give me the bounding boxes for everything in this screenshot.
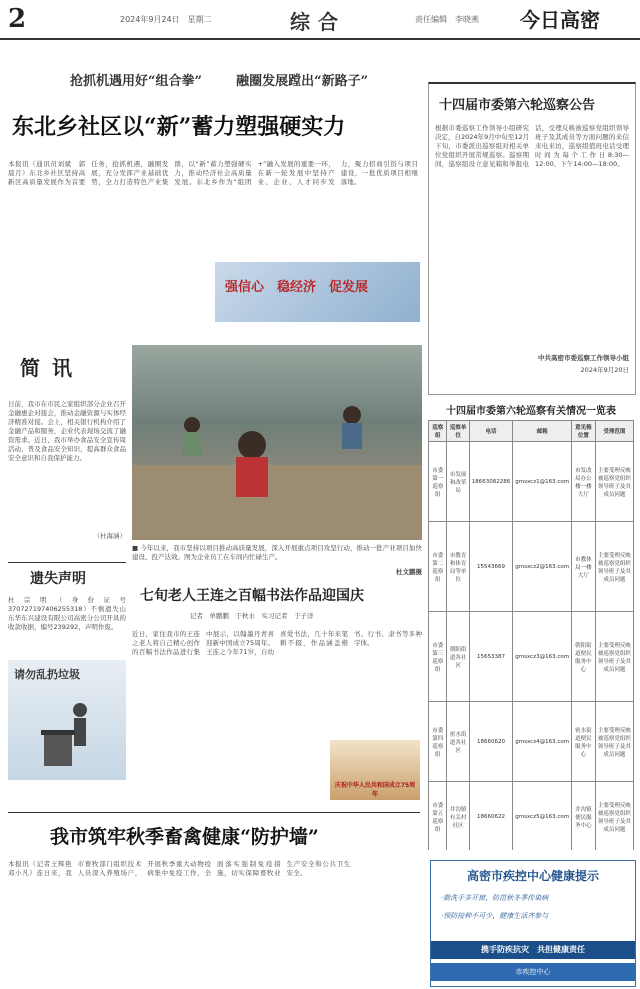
garbage-psa [8, 660, 126, 780]
table-cell: 市委第三巡察组 [429, 612, 447, 702]
cdc-tip-1: ·勤洗手多开窗，防范秋冬季传染病 [441, 894, 549, 902]
divider [8, 812, 420, 813]
brief-byline: （杜海涵） [93, 532, 126, 540]
table-cell: 密水街道各社区 [447, 702, 469, 782]
table-cell: 18660620 [469, 702, 513, 782]
table-cell: 主要受理反映被巡察党组织领导班子及其成员问题 [595, 702, 633, 782]
page-number: 2 [8, 4, 27, 34]
cdc-tip-2: ·预防接种不可少，健康生活齐参与 [441, 912, 549, 920]
table-header-row [429, 421, 634, 442]
brief-body: 日前，我市在市民之家组织部分企业召开金融惠企对接会，推动金融资源与实体经济精准对接。会上，相关银行机构介绍了金融产品和服务，企业代表现场交流了融资需求。近日，我市举办食品安全宣传周活动，普及食品安全知识，提高群众食品安全意识和自我保护能力。 [8, 400, 126, 462]
calligraphy-body: 近日，家住我市的王连之老人将自己精心创作的百幅书法作品进行集中展示，以翰墨丹青喜迎新中国成立75周年。王连之今年71岁，自幼喜爱书法，几十年来笔耕不辍，作品涵盖楷书、行书、隶书等多种字体。 [132, 630, 422, 656]
table-row [429, 702, 634, 782]
table-cell: 主要受理反映被巡察党组织领导班子及其成员问题 [595, 522, 633, 612]
notice-body: 杜宗明（身份证号370727197406255318）不慎遗失山东华东兴建设有限公司高密分公司开具的收款收据，编号239292，声明作废。 [8, 596, 126, 631]
table-cell: gmsxcz4@163.com [513, 702, 572, 782]
table-cell: 主要受理反映被巡察党组织领导班子及其成员问题 [595, 612, 633, 702]
newspaper-brand: 今日高密 [520, 8, 600, 32]
cdc-health-box [430, 860, 636, 987]
table-cell: 市教体局一楼大厅 [572, 522, 596, 612]
table-row [429, 442, 634, 522]
table-cell: gmsxcz1@163.com [513, 442, 572, 522]
table-cell: 市委第二巡察组 [429, 522, 447, 612]
inspection-date: 2024年9月20日 [580, 366, 629, 374]
table-cell: 朝阳街道便民服务中心 [572, 612, 596, 702]
editor-credit: 责任编辑 李晓燕 [415, 15, 479, 24]
table-cell: 18660622 [469, 782, 513, 851]
masthead [0, 0, 640, 40]
table-cell: 朝阳街道各社区 [447, 612, 469, 702]
notice-title: 遗失声明 [30, 571, 86, 587]
table-cell: 主要受理反映被巡察党组织领导班子及其成员问题 [595, 782, 633, 851]
table-cell: gmsxcz3@163.com [513, 612, 572, 702]
calligraphy-headline: 七旬老人王连之百幅书法作品迎国庆 [140, 588, 364, 604]
table-cell: 市委第五巡察组 [429, 782, 447, 851]
inspection-table-title: 十四届市委第六轮巡察有关情况一览表 [446, 406, 616, 417]
anniversary-badge-text: 庆祝中华人民共和国成立75周年 [334, 782, 416, 798]
inspection-table [428, 420, 634, 850]
inspection-notice [428, 82, 636, 395]
photo-byline: 杜文鹏摄 [396, 568, 422, 576]
divider [8, 562, 126, 563]
trash-bin-icon [38, 700, 98, 770]
cdc-sub: 市疾控中心 [431, 963, 635, 981]
section-title: 综合 [290, 10, 346, 34]
table-cell: 市委第四巡察组 [429, 702, 447, 782]
brief-title: 简讯 [20, 356, 84, 380]
table-cell: 15653387 [469, 612, 513, 702]
table-cell: 18663082286 [469, 442, 513, 522]
table-header: 邮箱 [513, 421, 572, 442]
cdc-title: 高密市疾控中心健康提示 [466, 869, 599, 883]
table-row [429, 522, 634, 612]
table-header: 受理范围 [595, 421, 633, 442]
inspection-body: 根据市委巡察工作领导小组研究决定，自2024年9月中旬至12月下旬，市委派出巡察组对相关单位党组织开展常规巡察。巡察期间，巡察组设立意见箱和举报电话，受理反映被巡察党组织领导班子及其成员等方面问题的来信来电来访，巡察组值班电话受理时间为每个工作日8:30—12:00、下午14:00—18:00。 [435, 124, 629, 168]
table-cell: 15543669 [469, 522, 513, 612]
issue-date: 2024年9月24日 星期二 [120, 15, 212, 24]
table-cell: gmsxcz2@163.com [513, 522, 572, 612]
brief-title-box [20, 352, 110, 392]
top-article-headline: 东北乡社区以“新”蓄力塑强硬实力 [12, 114, 346, 140]
inspection-table-wrapper [428, 420, 634, 850]
slogan-banner [215, 262, 420, 322]
table-cell: 市发改局办公楼一楼大厅 [572, 442, 596, 522]
table-cell: 井沟镇有关村社区 [447, 782, 469, 851]
table-cell: 市发展和改革局 [447, 442, 469, 522]
factory-photo [132, 345, 422, 540]
subtitle-right: 融圈发展蹚出“新路子” [236, 74, 369, 89]
cdc-slogan: 携手防疾抗灾 共担健康责任 [431, 941, 635, 959]
slogan-text: 强信心 稳经济 促发展 [225, 280, 369, 295]
top-article-subtitles [70, 70, 430, 89]
workers-illustration [132, 345, 422, 540]
table-cell: 市教育和体育局等单位 [447, 522, 469, 612]
table-cell: 主要受理反映被巡察党组织领导班子及其成员问题 [595, 442, 633, 522]
table-row [429, 782, 634, 851]
table-cell: 井沟镇便民服务中心 [572, 782, 596, 851]
inspection-title: 十四届市委第六轮巡察公告 [439, 98, 596, 113]
subtitle-left: 抢抓机遇用好“组合拳” [70, 74, 202, 89]
garbage-psa-title: 请勿乱扔垃圾 [14, 668, 80, 681]
table-cell: 市委第一巡察组 [429, 442, 447, 522]
table-row [429, 612, 634, 702]
anniversary-badge [330, 740, 420, 800]
table-cell: 密水街道便民服务中心 [572, 702, 596, 782]
table-cell: gmsxcz5@163.com [513, 782, 572, 851]
table-header: 意见箱位置 [572, 421, 596, 442]
table-header: 电话 [469, 421, 513, 442]
poultry-headline: 我市筑牢秋季畜禽健康“防护墙” [50, 826, 319, 848]
table-header: 巡察组 [429, 421, 447, 442]
poultry-body: 本报讯（记者王辉艳 邓小凡）连日来，我市畜牧部门组织技术人员深入养殖场户，开展秋季重大动物疫病集中免疫工作，全面落实强制免疫措施，切实保障畜牧业生产安全和公共卫生安全。 [8, 860, 351, 877]
inspection-signature: 中共高密市委巡察工作领导小组 [538, 354, 629, 362]
photo-caption: ■ 今年以来，我市坚持以项目推动高质量发展，深入开展重点项目攻坚行动，推动一批产业项目加快建设、投产达效。图为企业员工在车间内忙碌生产。 [132, 544, 422, 561]
calligraphy-byline: 记者 单鹏鹏 于秋水 实习记者 于子洋 [190, 612, 314, 620]
table-header: 巡察单位 [447, 421, 469, 442]
top-article-body: 本报讯（通讯员刘斌 郭晨月）东北乡社区坚持高新区高质量发展作为首要任务，抢抓机遇，融圈发展，充分发挥产业基础优势，全力打造特色产业集群，以“新”蓄力塑强硬实力，推动经济社会高质量发展。东北乡作为“组团+”融入发展的重要一环，在新一轮发展中坚持产业、企业、人才同步发力，聚力招商引资与项目建设，一批优质项目相继落地。 [8, 160, 418, 186]
